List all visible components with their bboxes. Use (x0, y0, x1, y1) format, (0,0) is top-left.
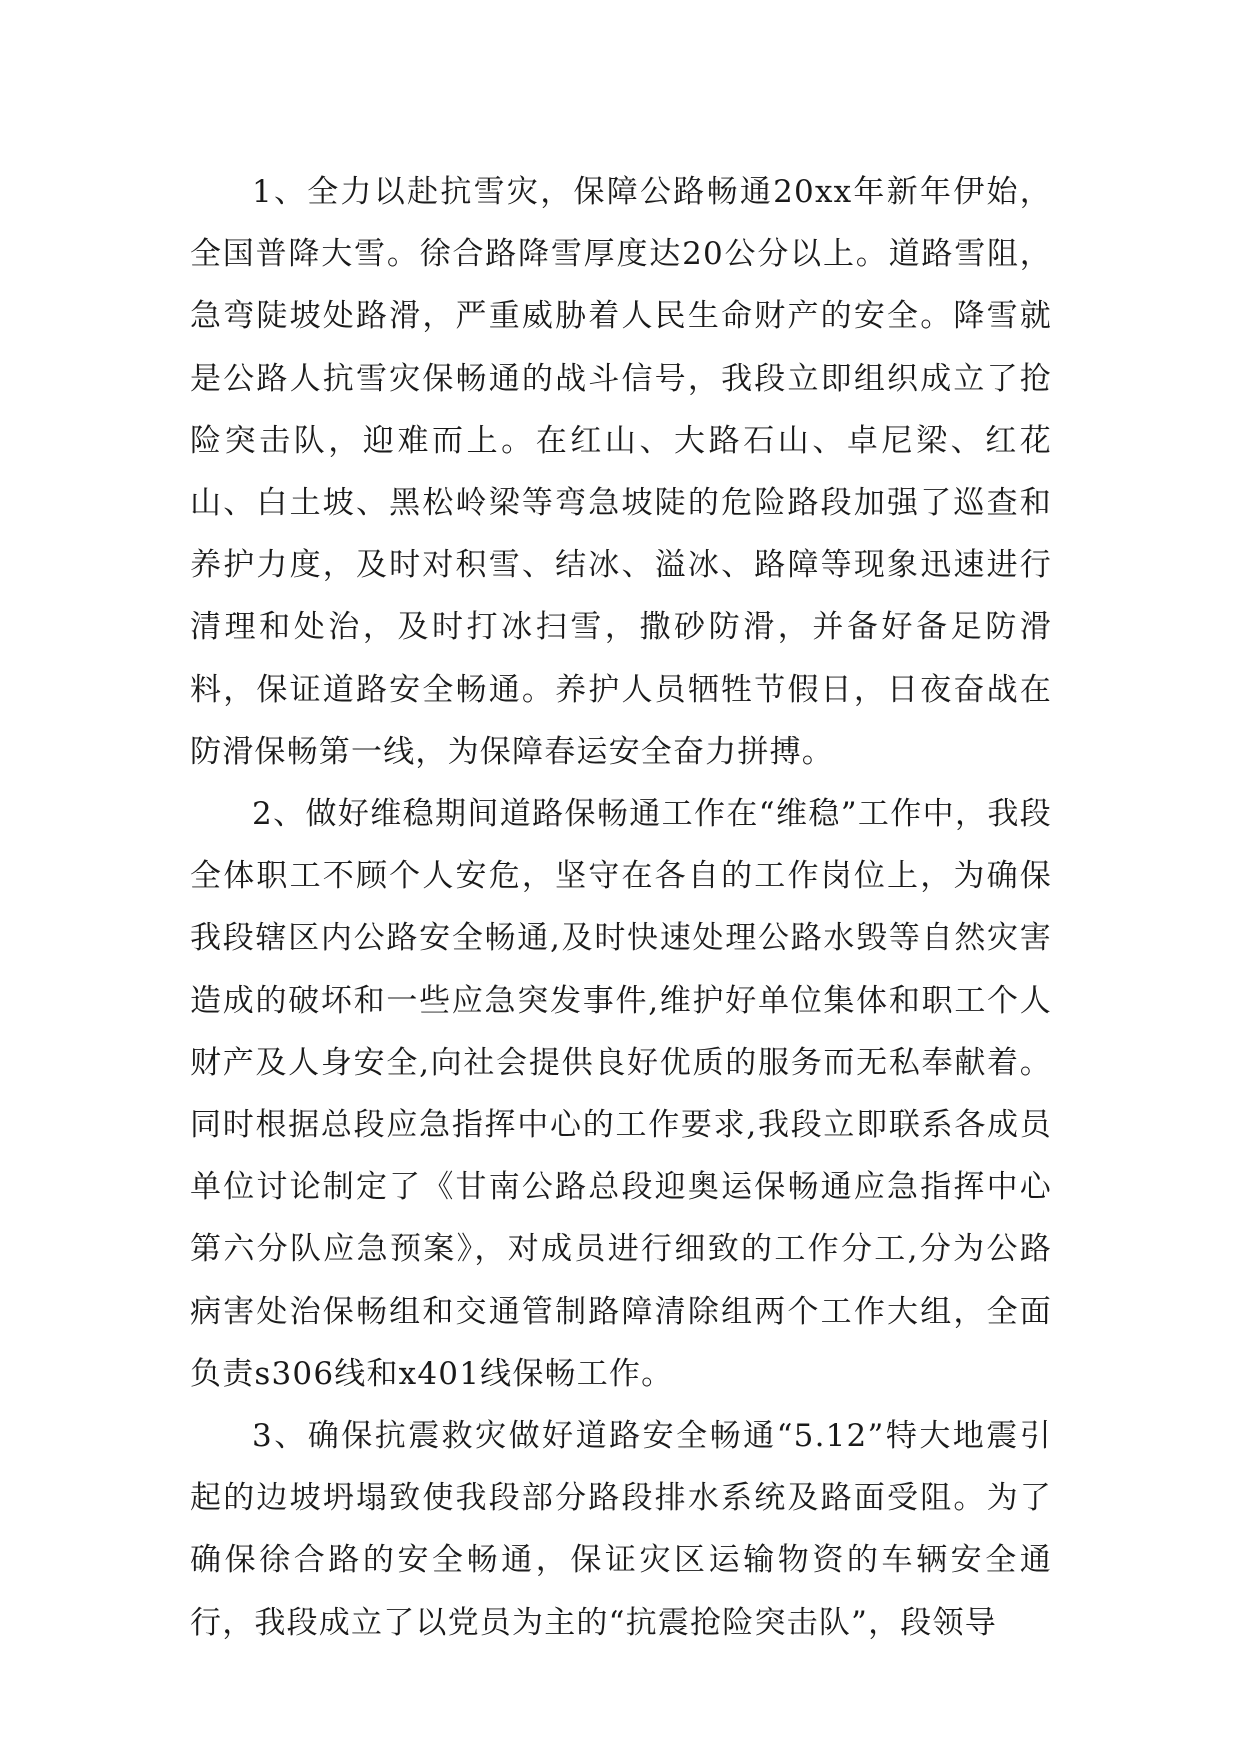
paragraph-snow-disaster: 1、全力以赴抗雪灾，保障公路畅通20xx年新年伊始，全国普降大雪。徐合路降雪厚度达20公分以上。道路雪阻，急弯陡坡处路滑，严重威胁着人民生命财产的安全。降雪就是公路人抗雪灾保畅通的战斗信号，我段立即组织成立了抢险突击队，迎难而上。在红山、大路石山、卓尼梁、红花山、白土坡、黑松岭梁等弯急坡陡的危险路段加强了巡查和养护力度，及时对积雪、结冰、溢冰、路障等现象迅速进行清理和处治，及时打冰扫雪，撒砂防滑，并备好备足防滑料，保证道路安全畅通。养护人员牺牲节假日，日夜奋战在防滑保畅第一线，为保障春运安全奋力拼搏。 (190, 174, 1052, 770)
paragraph-earthquake-relief: 3、确保抗震救灾做好道路安全畅通“5.12”特大地震引起的边坡坍塌致使我段部分路段排水系统及路面受阻。为了确保徐合路的安全畅通，保证灾区运输物资的车辆安全通行，我段成立了以党员为主的“抗震抢险突击队”，段领导 (190, 1418, 1052, 1641)
document-body (190, 161, 1052, 1654)
paragraph-stability-period: 2、做好维稳期间道路保畅通工作在“维稳”工作中，我段全体职工不顾个人安危，坚守在各自的工作岗位上，为确保我段辖区内公路安全畅通,及时快速处理公路水毁等自然灾害造成的破坏和一些应急突发事件,维护好单位集体和职工个人财产及人身安全,向社会提供良好优质的服务而无私奉献着。同时根据总段应急指挥中心的工作要求,我段立即联系各成员单位讨论制定了《甘南公路总段迎奥运保畅通应急指挥中心第六分队应急预案》，对成员进行细致的工作分工,分为公路病害处治保畅组和交通管制路障清除组两个工作大组，全面负责s306线和x401线保畅工作。 (190, 796, 1052, 1392)
